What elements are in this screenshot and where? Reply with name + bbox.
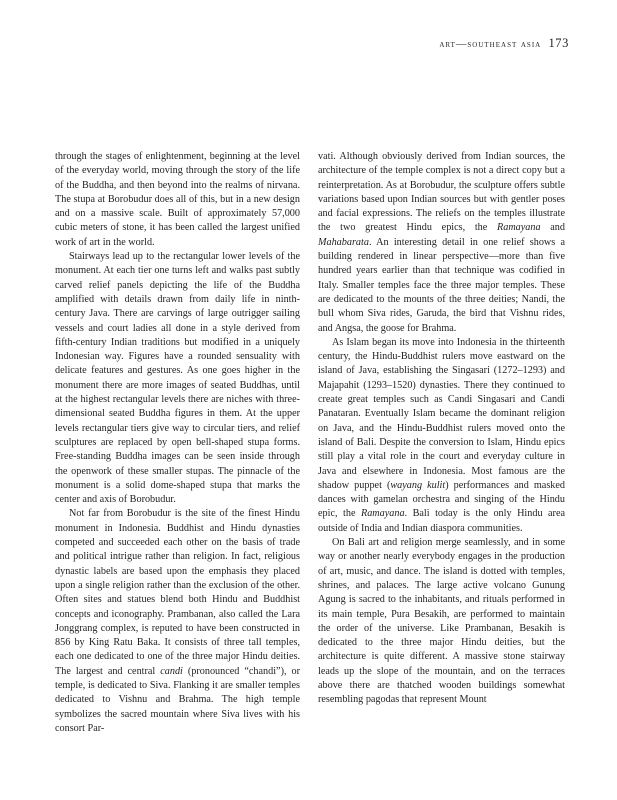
text-run: . An interesting detail in one relief shows a building rendered in linear perspective—more than five hundred years earlier than that technique was codified in Italy. Smaller temples face the three major temples. These are dedicated to the mounts of the three deities; Nandi, the bull whom Siva rides, Garuda, the bird that Vishnu rides, and Angsa, the goose for Brahma. (318, 236, 565, 334)
paragraph (318, 150, 565, 336)
text-run: Not far from Borobudur is the site of the finest Hindu monument in Indonesia. Buddhist and Hindu dynasties competed and succeeded each other on the basis of trade and political intrigue rather than religion. In fact, religious dynastic labels are based upon the emphasis they placed upon a single religion rather than the exclusion of the other. Often sites and statues blend both Hindu and Buddhist concepts and iconography. Prambanan, also called the Lara Jonggrang complex, is reputed to have been constructed in 856 by King Ratu Baka. It consists of three tall temples, each one dedicated to one of the three major Hindu deities. The largest and central (55, 508, 300, 677)
italic-term: wayang kulit (390, 479, 446, 491)
right-column (318, 150, 565, 708)
italic-title: Ramayana (497, 222, 541, 234)
paragraph: On Bali art and religion merge seamlessly, and in some way or another nearly everybody engages in the production of art, music, and dance. The island is dotted with temples, shrines, and palaces. The large active volcano Gunung Agung is sacred to the inhabitants, and rituals performed in its main temple, Pura Besakih, are performed to maintain the order of the universe. Like Prambanan, Besakih is dedicated to the three major Hindu deities, but the architecture is quite different. A massive stone stairway leads up the slope of the mountain, and on the terraces above there are thatched wooden buildings somewhat resembling pagodas that represent Mount (318, 537, 565, 706)
paragraph (318, 336, 565, 536)
running-head (439, 36, 569, 51)
paragraph: Stairways lead up to the rectangular lower levels of the monument. At each tier one turns left and walks past subtly carved relief panels depicting the life of the Buddha amplified with details drawn from daily life in ninth-century Java. There are carvings of large outrigger sailing vessels and court ladies all done in a style derived from fifth-century Indian traditions but modified in a uniquely Indonesian way. Figures have a rounded sensuality with delicate features and gestures. As one goes higher in the monument there are more images of seated Buddhas, until at the highest rectangular levels there are niches with three-dimensional seated Buddha figures in them. At the upper levels rectangular tiers give way to circular tiers, and relief sculptures are replaced by open bell-shaped stupa forms. Free-standing Buddha images can be seen inside through the openwork of these smaller stupas. The pinnacle of the monument is a solid dome-shaped stupa that marks the center and axis of Borobudur. (55, 251, 300, 506)
text-run: ) performances and masked dances with gamelan orchestra and singing of the Hindu epic, the (318, 479, 565, 520)
page-number: 173 (548, 36, 569, 50)
text-run: and (540, 222, 565, 234)
italic-title: Ramayana (360, 508, 405, 520)
text-run: As Islam began its move into Indonesia in the thirteenth century, the Hindu-Buddhist rulers move eastward on the island of Java, establishing the Singasari (1272–1293) and Majapahit (1293–1520) dynasties. There they continued to create great temples such as Candi Singasari and Candi Panataran. Eventually Islam became the dominant religion on Java, and the Hindu-Buddhist rulers moved onto the island of Bali. Despite the conversion to Islam, Hindu epics still play a vital role in the court and everyday culture in Java and elsewhere in Indonesia. Most famous are the shadow puppet ( (318, 336, 565, 491)
text-run: vati. Although obviously derived from Indian sources, the architecture of the temple complex is not a direct copy but a reinterpretation. As at Borobudur, the sculpture offers subtle variations based upon Indian sources but with gentler poses and facial expressions. The reliefs on the temples illustrate the two greatest Hindu epics, the (318, 151, 565, 234)
text-run: (pronounced “chandi”), or temple, is dedicated to Siva. Flanking it are smaller temples dedicated to Vishnu and Brahma. The high temple symbolizes the sacred mountain where Siva lives with his consort Par- (55, 665, 301, 734)
italic-title: Mahabarata (318, 236, 369, 248)
running-head-section: art—southeast asia (439, 39, 542, 50)
paragraph (55, 507, 300, 736)
italic-term: candi (160, 665, 183, 677)
paragraph: through the stages of enlightenment, beginning at the level of the everyday world, moving through the story of the life of the Buddha, and then beyond into the realms of nirvana. The stupa at Borobudur does all of this, but in a new design and on a massive scale. Built of approximately 57,000 cubic meters of stone, it has been called the largest unified work of art in the world. (55, 151, 300, 248)
left-column (55, 150, 300, 736)
text-run: . Bali today is the only Hindu area outside of India and Indian diaspora communities. (318, 508, 565, 534)
